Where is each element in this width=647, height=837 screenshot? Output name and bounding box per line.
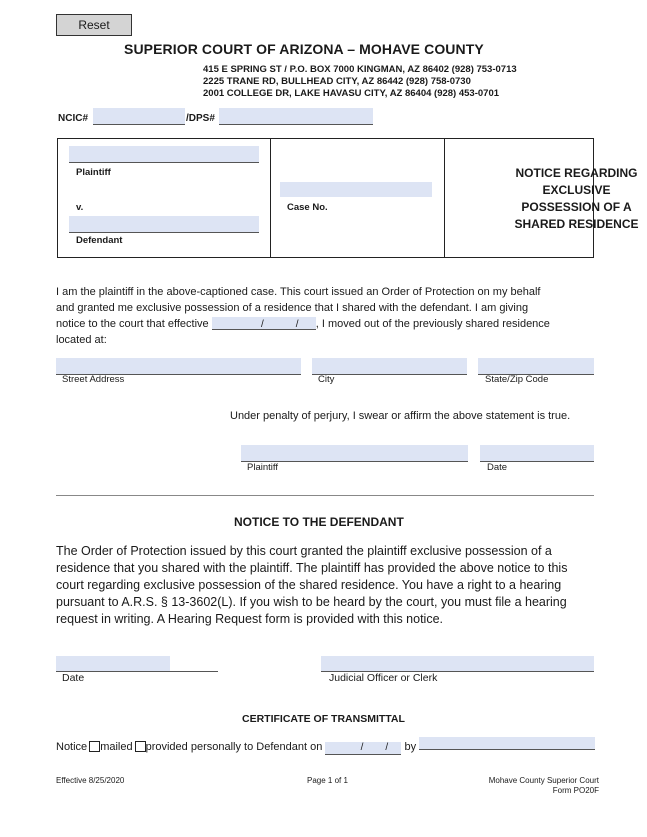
plaintiff-date-input[interactable] <box>480 445 594 462</box>
footer-form-number: Form PO20F <box>552 786 599 795</box>
state-zip-label: State/Zip Code <box>485 374 549 385</box>
city-label: City <box>318 374 335 385</box>
footer-court-name: Mohave County Superior Court <box>488 776 599 785</box>
reset-button[interactable]: Reset <box>56 14 132 36</box>
plaintiff-label: Plaintiff <box>76 167 111 178</box>
judicial-date-label: Date <box>62 672 85 684</box>
certificate-line: Notice mailed provided personally to Defendant on / / by <box>56 737 595 755</box>
footer-page-number: Page 1 of 1 <box>307 776 348 785</box>
defendant-label: Defendant <box>76 235 123 246</box>
plaintiff-signature-label: Plaintiff <box>247 462 278 473</box>
case-number-input[interactable] <box>280 182 432 197</box>
provided-personally-checkbox[interactable] <box>135 741 146 752</box>
street-address-label: Street Address <box>62 374 125 385</box>
city-input[interactable] <box>312 358 467 375</box>
notice-title: NOTICE REGARDING EXCLUSIVE POSSESSION OF A SHARED RESIDENCE <box>514 166 639 231</box>
certificate-heading: CERTIFICATE OF TRANSMITTAL <box>242 713 405 725</box>
plaintiff-statement: I am the plaintiff in the above-captioned case. This court issued an Order of Protection on my behalf and granted me exclusive possession of a residence that I shared with the defendant. I am giving notice to the court that effective / / , I moved out of the previously shared residence located at: <box>56 286 550 346</box>
ncic-input[interactable] <box>93 108 185 125</box>
effective-date-input[interactable]: / / <box>212 317 316 330</box>
court-address-kingman: 415 E SPRING ST / P.O. BOX 7000 KINGMAN, AZ 86402 (928) 753-0713 <box>203 64 517 75</box>
court-address-bullhead: 2225 TRANE RD, BULLHEAD CITY, AZ 86442 (928) 758-0730 <box>203 76 471 87</box>
defendant-name-input[interactable] <box>69 216 259 233</box>
defendant-notice-body: The Order of Protection issued by this court granted the plaintiff exclusive possession of a residence that you shared with the plaintiff. The plaintiff has provided the above notice to this court regarding exclusive possession of the shared residence. You have a right to a hearing pursuant to A.R.S. § 13-3602(L). If you wish to be heard by the court, you must file a hearing request in writing. A Hearing Request form is provided with this notice. <box>56 544 568 626</box>
judicial-officer-label: Judicial Officer or Clerk <box>329 672 438 684</box>
judicial-officer-input[interactable] <box>321 656 594 672</box>
dps-label: /DPS# <box>186 113 215 124</box>
defendant-notice-heading: NOTICE TO THE DEFENDANT <box>234 515 404 529</box>
perjury-affirmation: Under penalty of perjury, I swear or affirm the above statement is true. <box>230 410 571 422</box>
court-title: SUPERIOR COURT OF ARIZONA – MOHAVE COUNTY <box>124 41 484 57</box>
caption-divider-right <box>444 139 445 257</box>
dps-input[interactable] <box>219 108 373 125</box>
plaintiff-date-label: Date <box>487 462 508 473</box>
plaintiff-name-input[interactable] <box>69 146 259 163</box>
state-zip-input[interactable] <box>478 358 594 375</box>
plaintiff-signature-input[interactable] <box>241 445 468 462</box>
ncic-label: NCIC# <box>58 113 89 124</box>
case-caption-box <box>57 138 639 258</box>
street-address-input[interactable] <box>56 358 301 375</box>
mailed-checkbox[interactable] <box>89 741 100 752</box>
court-address-havasu: 2001 COLLEGE DR, LAKE HAVASU CITY, AZ 86404 (928) 453-0701 <box>203 88 500 99</box>
transmitted-by-input[interactable] <box>419 737 595 750</box>
case-no-label: Case No. <box>287 202 328 213</box>
judicial-date-input[interactable] <box>56 656 170 671</box>
caption-divider-left <box>270 139 271 257</box>
footer-effective-date: Effective 8/25/2020 <box>56 776 125 785</box>
section-divider <box>56 495 594 496</box>
versus-label: v. <box>76 202 84 213</box>
transmittal-date-input[interactable]: / / <box>325 742 401 755</box>
